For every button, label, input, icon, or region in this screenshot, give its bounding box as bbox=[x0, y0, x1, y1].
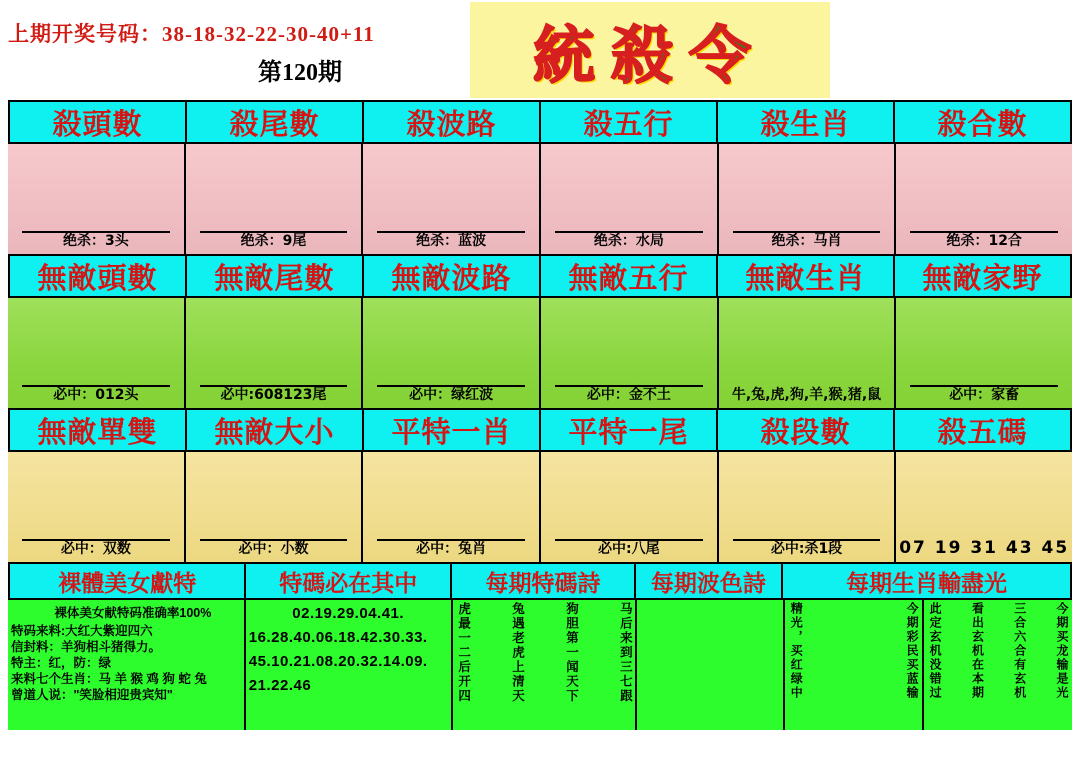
zodiac-poem-columns bbox=[927, 602, 1069, 728]
bottom-heading-4: 每期生肖輸盡光 bbox=[845, 569, 1007, 597]
issue-number: 第120期 bbox=[258, 60, 342, 86]
heading-zodiac-poem[interactable] bbox=[783, 564, 1070, 598]
wave-poem-spacer bbox=[637, 600, 785, 730]
row3-value-2: 必中：兔肖 bbox=[416, 541, 487, 557]
heading-invincible-fivephase[interactable] bbox=[541, 256, 718, 296]
row3-heading-5: 殺五碼 bbox=[937, 414, 1028, 449]
row2-heading-4: 無敵生肖 bbox=[745, 260, 866, 295]
row3-value-5: 07 19 31 43 45 bbox=[899, 538, 1070, 558]
row3-cell-4 bbox=[719, 452, 897, 562]
zodiac-poem-col-1: 看出玄机在本期 bbox=[970, 602, 985, 700]
special-code-line-0: 02.19.29.04.41. bbox=[292, 605, 405, 622]
row3-heading-2: 平特一肖 bbox=[391, 414, 512, 449]
bottom-heading-0: 裸體美女獻特 bbox=[58, 569, 197, 597]
row1-value-1: 绝杀：9尾 bbox=[240, 233, 307, 249]
row2-value-0: 必中：012头 bbox=[53, 387, 139, 403]
row2-headings bbox=[8, 254, 1072, 298]
bottom-heading-2: 每期特碼詩 bbox=[485, 569, 601, 597]
divider bbox=[377, 385, 525, 387]
heading-nude-beauty[interactable] bbox=[10, 564, 246, 598]
special-code-line-3: 21.22.46 bbox=[248, 677, 312, 694]
heading-invincible-zodiac[interactable] bbox=[718, 256, 895, 296]
heading-special-poem[interactable] bbox=[452, 564, 636, 598]
heading-kill-wave[interactable] bbox=[364, 102, 541, 142]
nude-beauty-line-1: 信封料：羊狗相斗猪得力。 bbox=[11, 640, 162, 654]
nude-beauty-title: 裸体美女献特码准确率100% bbox=[54, 606, 212, 620]
heading-invincible-oddeven[interactable] bbox=[10, 410, 187, 450]
bottom-content bbox=[8, 600, 1072, 730]
row1-values bbox=[8, 144, 1072, 254]
row3-cell-0 bbox=[8, 452, 186, 562]
row2-value-5: 必中：家畜 bbox=[949, 387, 1020, 403]
divider bbox=[555, 539, 703, 541]
zodiac-poem-panel bbox=[924, 600, 1072, 730]
zodiac-poem-col-2: 三合六合有玄机 bbox=[1012, 602, 1027, 700]
special-poem-columns bbox=[456, 602, 633, 728]
heading-kill-sum[interactable] bbox=[895, 102, 1070, 142]
row2-cell-5 bbox=[896, 298, 1072, 408]
row2-heading-0: 無敵頭數 bbox=[37, 260, 158, 295]
previous-draw-numbers: 上期开奖号码：38-18-32-22-30-40+11 bbox=[8, 22, 375, 46]
row3-heading-0: 無敵單雙 bbox=[37, 414, 158, 449]
bottom-headings bbox=[8, 562, 1072, 600]
nude-beauty-line-0: 特码来料:大红大紫迎四六 bbox=[11, 624, 153, 638]
heading-invincible-tail[interactable] bbox=[187, 256, 364, 296]
zodiac-poem-col-3: 今期买龙输是光 bbox=[1055, 602, 1069, 700]
row1-value-2: 绝杀：蓝波 bbox=[416, 233, 487, 249]
wave-poem-columns bbox=[788, 602, 919, 728]
nude-beauty-line-3: 来料七个生肖：马 羊 猴 鸡 狗 蛇 兔 bbox=[11, 672, 207, 686]
divider bbox=[200, 385, 348, 387]
divider bbox=[200, 231, 348, 233]
heading-invincible-bigsmall[interactable] bbox=[187, 410, 364, 450]
row1-heading-3: 殺五行 bbox=[583, 106, 674, 141]
divider bbox=[200, 539, 348, 541]
row1-cell-2 bbox=[363, 144, 541, 254]
heading-invincible-domestic[interactable] bbox=[895, 256, 1070, 296]
row1-value-3: 绝杀：水局 bbox=[593, 233, 664, 249]
row2-heading-2: 無敵波路 bbox=[391, 260, 512, 295]
row3-cell-5 bbox=[896, 452, 1072, 562]
row2-cell-0 bbox=[8, 298, 186, 408]
row1-heading-1: 殺尾數 bbox=[229, 106, 320, 141]
row3-heading-4: 殺段數 bbox=[760, 414, 851, 449]
row2-values bbox=[8, 298, 1072, 408]
special-code-panel bbox=[246, 600, 453, 730]
row2-heading-5: 無敵家野 bbox=[922, 260, 1043, 295]
heading-kill-head[interactable] bbox=[10, 102, 187, 142]
divider bbox=[733, 539, 881, 541]
row3-value-4: 必中:杀1段 bbox=[770, 541, 843, 557]
row3-value-0: 必中：双数 bbox=[60, 541, 131, 557]
heading-kill-tail[interactable] bbox=[187, 102, 364, 142]
wave-poem-panel bbox=[785, 600, 924, 730]
row1-heading-2: 殺波路 bbox=[406, 106, 497, 141]
nude-beauty-line-4: 曾道人说："笑脸相迎贵宾知" bbox=[11, 688, 173, 702]
row1-cell-5 bbox=[896, 144, 1072, 254]
wave-poem-col-0: 精光，买红绿中 bbox=[789, 602, 804, 700]
divider bbox=[733, 231, 881, 233]
row2-heading-3: 無敵五行 bbox=[568, 260, 689, 295]
page-title: 統殺令 bbox=[532, 18, 767, 92]
special-poem-col-0: 虎最一二后开四 bbox=[456, 602, 471, 704]
heading-invincible-head[interactable] bbox=[10, 256, 187, 296]
row3-cell-1 bbox=[186, 452, 364, 562]
heading-wave-poem[interactable] bbox=[636, 564, 783, 598]
heading-kill-fivephase[interactable] bbox=[541, 102, 718, 142]
row1-cell-1 bbox=[186, 144, 364, 254]
row3-heading-1: 無敵大小 bbox=[214, 414, 335, 449]
special-poem-col-2: 狗胆第一闻天下 bbox=[564, 602, 579, 704]
row3-value-1: 必中：小数 bbox=[238, 541, 309, 557]
divider bbox=[377, 539, 525, 541]
row2-value-3: 必中：金不土 bbox=[586, 387, 671, 403]
divider bbox=[910, 385, 1058, 387]
special-code-line-1: 16.28.40.06.18.42.30.33. bbox=[248, 629, 428, 646]
divider bbox=[22, 539, 170, 541]
heading-kill-five-codes[interactable] bbox=[895, 410, 1070, 450]
bottom-heading-1: 特碼必在其中 bbox=[279, 569, 418, 597]
row2-cell-2 bbox=[363, 298, 541, 408]
special-poem-panel bbox=[453, 600, 638, 730]
nude-beauty-panel bbox=[8, 600, 246, 730]
heading-special-code-in[interactable] bbox=[246, 564, 452, 598]
row1-headings bbox=[8, 100, 1072, 144]
zodiac-poem-col-0: 此定玄机没错过 bbox=[928, 602, 943, 700]
row2-cell-4 bbox=[719, 298, 897, 408]
row2-heading-1: 無敵尾數 bbox=[214, 260, 335, 295]
special-code-line-2: 45.10.21.08.20.32.14.09. bbox=[248, 653, 428, 670]
row1-value-0: 绝杀：3头 bbox=[62, 233, 129, 249]
row3-value-3: 必中:八尾 bbox=[598, 541, 660, 557]
row2-cell-1 bbox=[186, 298, 364, 408]
row3-cell-3 bbox=[541, 452, 719, 562]
heading-flat-zodiac[interactable] bbox=[364, 410, 541, 450]
heading-invincible-wave[interactable] bbox=[364, 256, 541, 296]
special-poem-col-1: 兔遇老虎上清天 bbox=[510, 602, 525, 704]
row1-heading-4: 殺生肖 bbox=[760, 106, 851, 141]
divider bbox=[22, 385, 170, 387]
row2-value-2: 必中：绿红波 bbox=[409, 387, 494, 403]
header bbox=[0, 0, 1080, 100]
heading-flat-tail[interactable] bbox=[541, 410, 718, 450]
divider bbox=[910, 231, 1058, 233]
row3-cell-2 bbox=[363, 452, 541, 562]
heading-kill-zodiac[interactable] bbox=[718, 102, 895, 142]
divider bbox=[377, 231, 525, 233]
row1-cell-0 bbox=[8, 144, 186, 254]
divider bbox=[555, 231, 703, 233]
title-banner bbox=[470, 2, 830, 98]
row2-cell-3 bbox=[541, 298, 719, 408]
row2-value-4: 牛,兔,虎,狗,羊,猴,猪,鼠 bbox=[731, 387, 882, 403]
row3-heading-3: 平特一尾 bbox=[568, 414, 689, 449]
row1-heading-0: 殺頭數 bbox=[52, 106, 143, 141]
divider bbox=[22, 231, 170, 233]
wave-poem-col-1: 今期彩民买蓝输 bbox=[905, 602, 920, 700]
row1-value-5: 绝杀：12合 bbox=[946, 233, 1022, 249]
divider bbox=[555, 385, 703, 387]
heading-kill-segment[interactable] bbox=[718, 410, 895, 450]
row2-value-1: 必中:608123尾 bbox=[220, 387, 327, 403]
row1-cell-3 bbox=[541, 144, 719, 254]
row1-value-4: 绝杀：马肖 bbox=[771, 233, 842, 249]
row3-values bbox=[8, 452, 1072, 562]
special-poem-col-3: 马后来到三七跟 bbox=[618, 602, 633, 704]
row1-cell-4 bbox=[719, 144, 897, 254]
row1-heading-5: 殺合數 bbox=[937, 106, 1028, 141]
bottom-heading-3: 每期波色詩 bbox=[650, 569, 766, 597]
row3-headings bbox=[8, 408, 1072, 452]
nude-beauty-line-2: 特主：红，防：绿 bbox=[11, 656, 112, 670]
